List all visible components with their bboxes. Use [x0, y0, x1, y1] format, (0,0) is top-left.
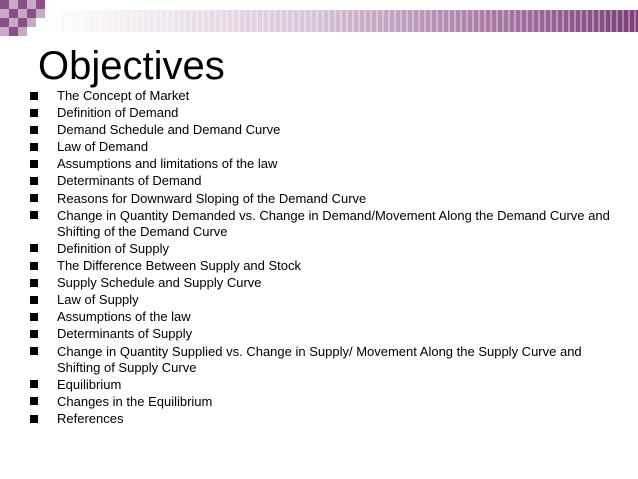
square-bullet-icon [30, 92, 38, 100]
objective-text: Reasons for Downward Sloping of the Demand Curve [57, 190, 367, 206]
objective-item [30, 394, 610, 410]
objective-text: Change in Quantity Demanded vs. Change in Demand/Movement Along the Demand Curve and Shifting of the Demand Curve [57, 207, 610, 239]
objective-item [30, 377, 610, 393]
square-bullet-icon [30, 109, 38, 117]
objectives-list [30, 88, 610, 428]
checker-header-decoration [0, 0, 638, 44]
objective-item [30, 156, 610, 172]
objective-text: Assumptions and limitations of the law [57, 156, 278, 172]
square-bullet-icon [30, 347, 38, 355]
objective-item [30, 275, 610, 291]
objective-text: The Concept of Market [57, 88, 190, 103]
square-bullet-icon [30, 126, 38, 134]
square-bullet-icon [30, 397, 38, 405]
objective-text: Equilibrium [57, 376, 122, 392]
objective-text: The Difference Between Supply and Stock [57, 258, 302, 274]
objective-item [30, 139, 610, 155]
objective-item [30, 344, 610, 376]
objective-item [30, 105, 610, 121]
objective-item [30, 411, 610, 427]
objective-item [30, 208, 610, 240]
square-bullet-icon [30, 279, 38, 287]
slide-title: Objectives [38, 44, 225, 88]
objective-item [30, 309, 610, 325]
square-bullet-icon [30, 296, 38, 304]
square-bullet-icon [30, 415, 38, 423]
objective-text: Changes in the Equilibrium [57, 393, 213, 409]
square-bullet-icon [30, 262, 38, 270]
square-bullet-icon [30, 244, 38, 252]
objective-text: Determinants of Demand [57, 173, 202, 189]
objective-text: Definition of Supply [57, 240, 170, 256]
objective-item [30, 191, 610, 207]
square-bullet-icon [30, 143, 38, 151]
objective-item [30, 241, 610, 257]
objective-item [30, 292, 610, 308]
square-bullet-icon [30, 313, 38, 321]
square-bullet-icon [30, 330, 38, 338]
square-bullet-icon [30, 380, 38, 388]
objective-text: Change in Quantity Supplied vs. Change in Supply/ Movement Along the Supply Curve and Shifting of Supply Curve [57, 343, 582, 375]
square-bullet-icon [30, 160, 38, 168]
objective-text: Law of Supply [57, 292, 139, 308]
objective-item [30, 258, 610, 274]
objective-text: Determinants of Supply [57, 326, 193, 342]
objective-item [30, 173, 610, 189]
objective-item [30, 88, 610, 104]
objective-item [30, 326, 610, 342]
objective-text: Law of Demand [57, 139, 149, 155]
objective-text: Demand Schedule and Demand Curve [57, 122, 281, 138]
objective-item [30, 122, 610, 138]
objective-text: References [57, 411, 124, 426]
objective-text: Assumptions of the law [57, 309, 191, 325]
objective-text: Definition of Demand [57, 105, 179, 121]
square-bullet-icon [30, 194, 38, 202]
square-bullet-icon [30, 177, 38, 185]
square-bullet-icon [30, 211, 38, 219]
objective-text: Supply Schedule and Supply Curve [57, 275, 262, 291]
